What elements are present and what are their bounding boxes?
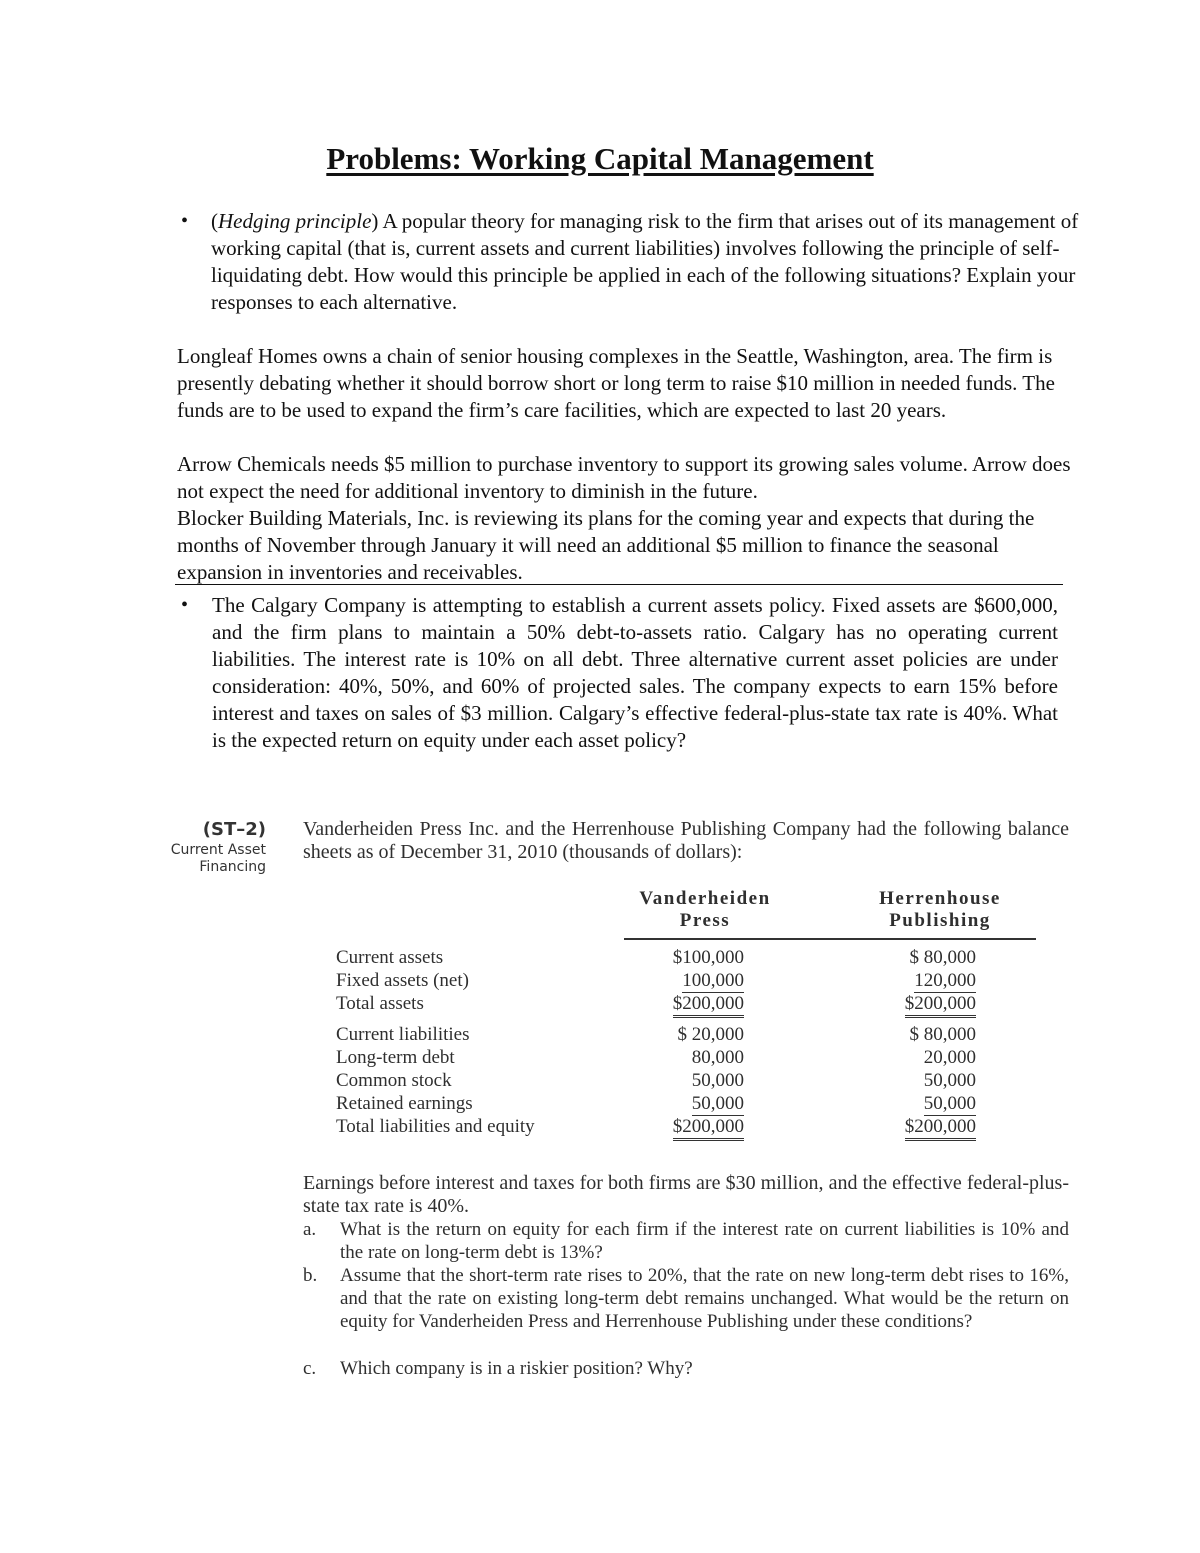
situation-blocker: Blocker Building Materials, Inc. is reviewing its plans for the coming year and expects that during the months of November through January it will need an additional $5 million to finance the seasonal expansion in inventories and receivables. <box>177 506 1035 584</box>
table-row: Current liabilities $ 20,000 $ 80,000 <box>336 1024 976 1045</box>
table-row: Common stock 50,000 50,000 <box>336 1070 976 1091</box>
situation-longleaf: Longleaf Homes owns a chain of senior housing complexes in the Seattle, Washington, area. The firm is presently debating whether it should borrow short or long term to raise $10 million in needed funds. The funds are to be used to expand the firm’s care facilities, which are expected to last 20 years. <box>177 344 1055 422</box>
table-row: Retained earnings 50,000 50,000 <box>336 1093 976 1114</box>
page-title: Problems: Working Capital Management <box>326 141 874 176</box>
header-rule <box>624 938 1036 940</box>
problem-text: A popular theory for managing risk to the firm that arises out of its management of working capital (that is, current assets and current liabilities) involves following the principle of self-liquidating debt. How would this principle be applied in each of the following situations? Explain your responses to each alternative. <box>211 209 1079 314</box>
table-row: Current assets $100,000 $ 80,000 <box>336 947 976 968</box>
hedging-principle-problem: • (Hedging principle) A popular theory for managing risk to the firm that arises out of its management of working capital (that is, current assets and current liabilities) involves following the principle of self-liquidating debt. How would this principle be applied in each of the following situations? Explain your responses to each alternative. <box>181 209 1079 314</box>
table-row: Total liabilities and equity $200,000 $200,000 <box>336 1115 1036 1138</box>
bullet-icon: • <box>181 210 189 232</box>
situation-arrow: Arrow Chemicals needs $5 million to purchase inventory to support its growing sales volume. Arrow does not expect the need for additional inventory to diminish in the future. <box>177 452 1071 503</box>
column-header-vanderheiden: Vanderheiden Press <box>639 888 771 931</box>
st2-caption: Current Asset <box>170 842 266 858</box>
st2-caption: Financing <box>199 859 266 875</box>
problem-topic: Hedging principle <box>218 209 372 233</box>
st2-intro: Vanderheiden Press Inc. and the Herrenhouse Publishing Company had the following balance sheets as of December 31, 2010 (thousands of dollars): <box>303 818 1069 863</box>
calgary-problem <box>181 592 1058 754</box>
bullet-icon: • <box>181 594 189 616</box>
table-row: Fixed assets (net) 100,000 120,000 <box>336 970 976 991</box>
problem-text: The Calgary Company is attempting to establish a current assets policy. Fixed assets are $600,000, and the firm plans to maintain a 50% debt-to-assets ratio. Calgary has no operating current liabilities. The interest rate is 10% on all debt. Three alternative current asset policies are under consideration: 40%, 50%, and 60% of projected sales. The company expects to earn 15% before interest and taxes on sales of $3 million. Calgary’s effective federal-plus-state tax rate is 40%. What is the expected return on equity under each asset policy? <box>212 593 1058 752</box>
column-header-herrenhouse: Herrenhouse Publishing <box>879 888 1001 931</box>
section-divider <box>175 584 1063 585</box>
table-row: Long-term debt 80,000 20,000 <box>336 1047 976 1068</box>
table-row: Total assets $200,000 $200,000 <box>336 992 1036 1015</box>
st2-number: (ST–2) <box>202 819 266 840</box>
st2-label <box>150 818 266 876</box>
st2-earnings-note: Earnings before interest and taxes for both firms are $30 million, and the effective federal-plus-state tax rate is 40%. <box>303 1172 1069 1217</box>
